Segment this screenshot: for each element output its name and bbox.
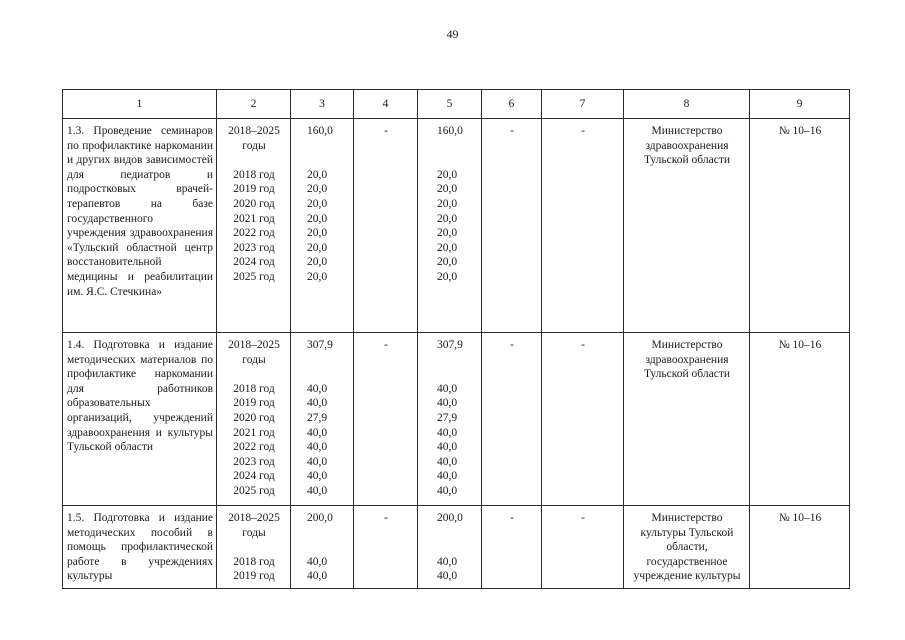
- column-header-2: 2: [217, 90, 291, 119]
- table-header-row: [63, 90, 850, 119]
- column-header-9: 9: [750, 90, 850, 119]
- year-total-value: 40,0: [307, 441, 328, 454]
- year-label: 2022 год: [233, 441, 275, 454]
- year-total-value: 20,0: [307, 256, 328, 269]
- indicator-cell: [750, 333, 850, 506]
- column-7-cell: [542, 333, 624, 506]
- column-4-value: -: [384, 512, 388, 524]
- year-column-5-value: 20,0: [437, 241, 458, 254]
- spacer: [307, 367, 350, 382]
- spacer: [221, 153, 287, 168]
- column-5-cell: [418, 333, 482, 506]
- program-table: [62, 89, 850, 589]
- activity-name-cell: [63, 506, 217, 589]
- year-column-5-value: 20,0: [437, 168, 458, 181]
- period-range: 2018–2025 годы: [228, 512, 280, 539]
- year-column-5-value: 40,0: [437, 470, 458, 483]
- year-total-value: 20,0: [307, 270, 328, 283]
- year-column-5-value: 40,0: [437, 382, 458, 395]
- year-label: 2019 год: [233, 183, 275, 196]
- year-total-value: 20,0: [307, 197, 328, 210]
- column-6-value: -: [510, 125, 514, 137]
- year-column-5-value: 20,0: [437, 212, 458, 225]
- year-column-5-value: 27,9: [437, 411, 458, 424]
- indicator-value: № 10–16: [778, 512, 822, 524]
- activity-name-cell: [63, 333, 217, 506]
- year-column-5-value: 40,0: [437, 426, 458, 439]
- spacer: [221, 367, 287, 382]
- executor-name: Министерство здравоохранения Тульской области: [643, 339, 730, 381]
- column-4-cell: [354, 119, 418, 333]
- year-column-5-value: 40,0: [437, 484, 458, 497]
- year-total-value: 40,0: [307, 570, 328, 583]
- year-column-5-value: 40,0: [437, 555, 458, 568]
- activity-name: 1.5. Подготовка и издание методических пособий в помощь профилактической работе в учреждениях культуры: [67, 512, 213, 583]
- year-label: 2021 год: [233, 212, 275, 225]
- total-cell: [291, 333, 354, 506]
- column-header-8: 8: [624, 90, 750, 119]
- year-label: 2022 год: [233, 227, 275, 240]
- column-7-cell: [542, 506, 624, 589]
- year-total-value: 40,0: [307, 455, 328, 468]
- year-total-value: 40,0: [307, 426, 328, 439]
- year-total-value: 40,0: [307, 397, 328, 410]
- year-column-5-value: 20,0: [437, 227, 458, 240]
- executor-name: Министерство здравоохранения Тульской области: [643, 125, 730, 167]
- column-6-value: -: [510, 339, 514, 351]
- column-6-value: -: [510, 512, 514, 524]
- column-7-value: -: [581, 125, 585, 137]
- year-label: 2025 год: [233, 270, 275, 283]
- year-total-value: 20,0: [307, 241, 328, 254]
- year-column-5-value: 40,0: [437, 455, 458, 468]
- year-label: 2018 год: [233, 555, 275, 568]
- column-7-value: -: [581, 339, 585, 351]
- year-label: 2018 год: [233, 382, 275, 395]
- column-5-total: 307,9: [437, 339, 463, 351]
- year-total-value: 20,0: [307, 212, 328, 225]
- spacer: [221, 540, 287, 555]
- year-total-value: 27,9: [307, 411, 328, 424]
- spacer: [437, 139, 478, 154]
- year-column-5-value: 20,0: [437, 183, 458, 196]
- year-label: 2020 год: [233, 197, 275, 210]
- spacer: [307, 353, 350, 368]
- period-range: 2018–2025 годы: [228, 125, 280, 152]
- executor-name: Министерство культуры Тульской области, государственное учреждение культуры: [633, 512, 741, 583]
- executor-cell: [624, 333, 750, 506]
- activity-name: 1.4. Подготовка и издание методических материалов по профилактике наркомании для работников образовательных организаций, учреждений здравоохранения и культуры Тульской области: [67, 339, 213, 454]
- column-header-3: 3: [291, 90, 354, 119]
- period-cell: [217, 506, 291, 589]
- indicator-value: № 10–16: [778, 125, 822, 137]
- total-value: 307,9: [307, 339, 333, 351]
- total-cell: [291, 506, 354, 589]
- column-7-value: -: [581, 512, 585, 524]
- year-label: 2021 год: [233, 426, 275, 439]
- spacer: [437, 540, 478, 555]
- total-cell: [291, 119, 354, 333]
- year-total-value: 40,0: [307, 470, 328, 483]
- year-total-value: 40,0: [307, 484, 328, 497]
- column-4-value: -: [384, 125, 388, 137]
- year-column-5-value: 20,0: [437, 197, 458, 210]
- year-total-value: 40,0: [307, 555, 328, 568]
- spacer: [437, 367, 478, 382]
- year-total-value: 40,0: [307, 382, 328, 395]
- column-4-cell: [354, 333, 418, 506]
- year-label: 2024 год: [233, 256, 275, 269]
- column-7-cell: [542, 119, 624, 333]
- total-value: 200,0: [307, 512, 333, 524]
- activity-name: 1.3. Проведение семинаров по профилактике наркомании и других видов зависимостей для педиатров и подростковых врачей-терапевтов на базе государственного учреждения здравоохранения «Тульский областной центр восстановительной медицины и реабилитации им. Я.С. Стечкина»: [67, 125, 213, 298]
- executor-cell: [624, 506, 750, 589]
- column-4-cell: [354, 506, 418, 589]
- table-row: [63, 506, 850, 589]
- column-5-total: 200,0: [437, 512, 463, 524]
- activity-name-cell: [63, 119, 217, 333]
- column-header-5: 5: [418, 90, 482, 119]
- total-value: 160,0: [307, 125, 333, 137]
- year-total-value: 20,0: [307, 227, 328, 240]
- column-header-4: 4: [354, 90, 418, 119]
- year-label: 2023 год: [233, 241, 275, 254]
- column-6-cell: [482, 119, 542, 333]
- executor-cell: [624, 119, 750, 333]
- period-range: 2018–2025 годы: [228, 339, 280, 366]
- year-total-value: 20,0: [307, 183, 328, 196]
- column-header-7: 7: [542, 90, 624, 119]
- spacer: [307, 139, 350, 154]
- year-column-5-value: 20,0: [437, 270, 458, 283]
- column-5-cell: [418, 506, 482, 589]
- year-label: 2023 год: [233, 455, 275, 468]
- year-column-5-value: 40,0: [437, 441, 458, 454]
- column-6-cell: [482, 333, 542, 506]
- spacer: [437, 353, 478, 368]
- year-label: 2019 год: [233, 397, 275, 410]
- year-column-5-value: 40,0: [437, 397, 458, 410]
- indicator-cell: [750, 506, 850, 589]
- table-row: [63, 119, 850, 333]
- column-5-total: 160,0: [437, 125, 463, 137]
- year-column-5-value: 20,0: [437, 256, 458, 269]
- year-column-5-value: 40,0: [437, 570, 458, 583]
- year-total-value: 20,0: [307, 168, 328, 181]
- period-cell: [217, 119, 291, 333]
- year-label: 2018 год: [233, 168, 275, 181]
- column-header-1: 1: [63, 90, 217, 119]
- page-number: 49: [446, 27, 459, 41]
- period-cell: [217, 333, 291, 506]
- year-label: 2020 год: [233, 411, 275, 424]
- table-row: [63, 333, 850, 506]
- year-label: 2024 год: [233, 470, 275, 483]
- spacer: [307, 153, 350, 168]
- year-label: 2025 год: [233, 484, 275, 497]
- spacer: [307, 540, 350, 555]
- spacer: [437, 526, 478, 541]
- year-label: 2019 год: [233, 570, 275, 583]
- column-6-cell: [482, 506, 542, 589]
- column-header-6: 6: [482, 90, 542, 119]
- spacer: [307, 526, 350, 541]
- spacer: [437, 153, 478, 168]
- indicator-value: № 10–16: [778, 339, 822, 351]
- indicator-cell: [750, 119, 850, 333]
- column-4-value: -: [384, 339, 388, 351]
- column-5-cell: [418, 119, 482, 333]
